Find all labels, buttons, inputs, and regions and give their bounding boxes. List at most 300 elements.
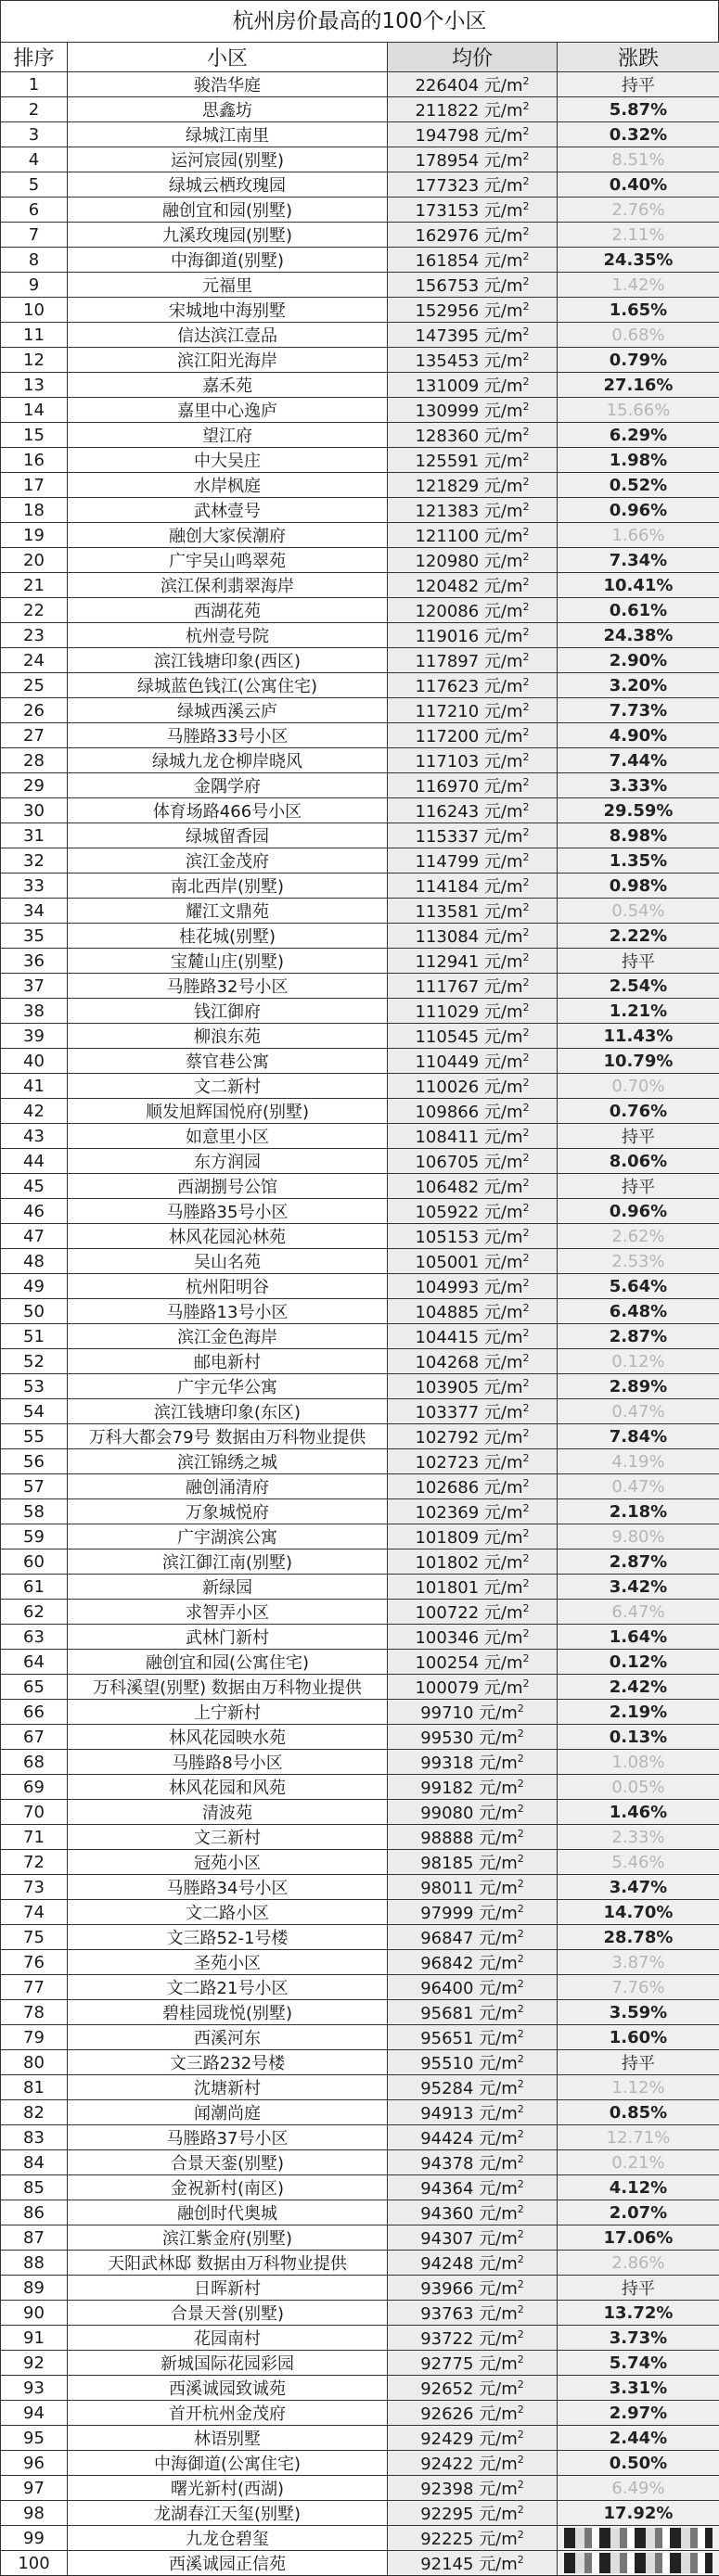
price-unit: 元/m (484, 126, 523, 146)
change-cell: 2.89% (558, 1374, 719, 1399)
price-unit: 元/m (484, 1078, 523, 1097)
table-row (1, 2476, 719, 2501)
price-value: 94360 (420, 2204, 473, 2224)
price-cell (388, 72, 558, 97)
community-name-cell: 嘉禾苑 (68, 373, 388, 398)
community-name-cell: 吴山名苑 (68, 1249, 388, 1274)
community-name-cell: 林风花园映水苑 (68, 1725, 388, 1750)
price-unit-exponent: 2 (518, 2504, 524, 2516)
community-name-cell: 马塍路8号小区 (68, 1750, 388, 1775)
price-cell (388, 1600, 558, 1625)
price-cell (388, 1750, 558, 1775)
price-cell (388, 2100, 558, 2125)
rank-cell: 61 (1, 1575, 68, 1600)
price-cell (388, 1975, 558, 2000)
price-unit: 元/m (479, 2254, 518, 2274)
price-value: 111767 (415, 977, 479, 997)
price-value: 105922 (415, 1203, 479, 1222)
table-row (1, 1249, 719, 1274)
table-row (1, 999, 719, 1024)
price-unit: 元/m (484, 351, 523, 371)
community-name-cell: 西溪诚园致诚苑 (68, 2376, 388, 2401)
price-cell (388, 1299, 558, 1324)
rank-cell: 70 (1, 1800, 68, 1825)
price-cell (388, 1700, 558, 1725)
rank-cell: 74 (1, 1900, 68, 1925)
community-name-cell: 融创涌清府 (68, 1474, 388, 1499)
rank-cell: 51 (1, 1324, 68, 1349)
table-row (1, 2175, 719, 2200)
table-row (1, 273, 719, 298)
price-unit: 元/m (479, 2204, 518, 2224)
price-unit-exponent: 2 (523, 1552, 530, 1564)
price-value: 117103 (415, 752, 479, 772)
table-row (1, 798, 719, 823)
price-unit-exponent: 2 (518, 2078, 524, 2090)
community-name-cell: 绿城江南里 (68, 122, 388, 147)
price-value: 94307 (420, 2229, 473, 2249)
price-unit: 元/m (484, 1052, 523, 1072)
rank-cell: 92 (1, 2351, 68, 2376)
price-unit: 元/m (484, 1503, 523, 1523)
price-unit-exponent: 2 (518, 2128, 524, 2140)
rank-cell: 4 (1, 147, 68, 172)
table-row (1, 1575, 719, 1600)
change-cell: 持平 (558, 1124, 719, 1149)
change-cell: 2.97% (558, 2401, 719, 2426)
price-cell (388, 1575, 558, 1600)
community-name-cell: 思鑫坊 (68, 97, 388, 122)
price-cell (388, 423, 558, 448)
change-cell: 0.76% (558, 1099, 719, 1124)
table-row (1, 473, 719, 498)
price-cell (388, 548, 558, 573)
price-unit: 元/m (484, 1678, 523, 1698)
price-unit: 元/m (484, 251, 523, 271)
price-value: 101809 (415, 1528, 479, 1548)
rank-cell: 19 (1, 523, 68, 548)
rank-cell: 12 (1, 348, 68, 373)
price-unit-exponent: 2 (523, 726, 530, 738)
price-unit: 元/m (484, 1002, 523, 1022)
price-unit-exponent: 2 (523, 1302, 530, 1314)
change-cell: 27.16% (558, 373, 719, 398)
price-cell (388, 924, 558, 949)
table-row (1, 147, 719, 172)
price-value: 99710 (420, 1703, 473, 1723)
price-value: 102369 (415, 1503, 479, 1523)
change-cell: 2.19% (558, 1700, 719, 1725)
change-cell: 6.49% (558, 2476, 719, 2501)
price-unit-exponent: 2 (523, 275, 530, 287)
price-unit: 元/m (484, 1353, 523, 1372)
community-name-cell: 骏浩华庭 (68, 72, 388, 97)
price-unit: 元/m (484, 902, 523, 922)
price-value: 99530 (420, 1728, 473, 1748)
price-cell (388, 2376, 558, 2401)
price-unit-exponent: 2 (518, 2103, 524, 2115)
price-unit-exponent: 2 (523, 1627, 530, 1639)
table-row (1, 2050, 719, 2075)
price-unit: 元/m (484, 827, 523, 847)
price-value: 98185 (420, 1854, 473, 1873)
price-unit: 元/m (479, 1804, 518, 1823)
community-name-cell: 滨江金色海岸 (68, 1324, 388, 1349)
price-unit: 元/m (484, 577, 523, 596)
price-value: 121383 (415, 502, 479, 521)
price-unit-exponent: 2 (523, 851, 530, 863)
change-cell: 10.79% (558, 1049, 719, 1074)
rank-cell: 27 (1, 723, 68, 748)
table-row (1, 1900, 719, 1925)
rank-cell: 54 (1, 1399, 68, 1424)
change-cell: 29.59% (558, 798, 719, 823)
price-cell (388, 2426, 558, 2451)
price-unit-exponent: 2 (523, 626, 530, 638)
price-unit-exponent: 2 (523, 801, 530, 813)
header-name: 小区 (68, 43, 388, 72)
price-cell (388, 1149, 558, 1174)
community-name-cell: 马塍路35号小区 (68, 1199, 388, 1224)
rank-cell: 1 (1, 72, 68, 97)
price-cell (388, 2175, 558, 2200)
price-unit-exponent: 2 (523, 300, 530, 312)
community-name-cell: 绿城蓝色钱江(公寓住宅) (68, 673, 388, 698)
price-cell (388, 498, 558, 523)
price-unit-exponent: 2 (523, 676, 530, 688)
change-cell: 0.47% (558, 1399, 719, 1424)
price-value: 94424 (420, 2129, 473, 2149)
price-value: 108411 (415, 1128, 479, 1147)
price-unit: 元/m (484, 1278, 523, 1297)
price-cell (388, 2476, 558, 2501)
price-cell (388, 1650, 558, 1675)
change-cell: 2.86% (558, 2251, 719, 2276)
table-row (1, 1224, 719, 1249)
price-value: 113581 (415, 902, 479, 922)
community-name-cell: 马塍路33号小区 (68, 723, 388, 748)
price-cell (388, 1224, 558, 1249)
rank-cell: 25 (1, 673, 68, 698)
price-cell (388, 1024, 558, 1049)
price-cell (388, 273, 558, 298)
price-unit: 元/m (484, 702, 523, 721)
change-cell: 11.43% (558, 1024, 719, 1049)
price-value: 103377 (415, 1403, 479, 1422)
price-unit-exponent: 2 (523, 401, 530, 413)
price-cell (388, 2000, 558, 2025)
price-value: 102723 (415, 1453, 479, 1473)
table-row (1, 2200, 719, 2225)
price-value: 117897 (415, 652, 479, 671)
price-unit: 元/m (479, 2505, 518, 2524)
community-name-cell: 马塍路13号小区 (68, 1299, 388, 1324)
rank-cell: 30 (1, 798, 68, 823)
community-name-cell: 九龙仓碧玺 (68, 2526, 388, 2551)
rank-cell: 55 (1, 1424, 68, 1449)
change-cell: 1.08% (558, 1750, 719, 1775)
price-value: 104885 (415, 1303, 479, 1322)
price-cell (388, 1074, 558, 1099)
community-name-cell: 西湖花苑 (68, 598, 388, 623)
community-name-cell: 滨江阳光海岸 (68, 348, 388, 373)
price-unit: 元/m (484, 477, 523, 496)
change-cell: 5.46% (558, 1850, 719, 1875)
price-cell (388, 1374, 558, 1399)
table-row (1, 598, 719, 623)
price-unit-exponent: 2 (523, 926, 530, 938)
table-row (1, 373, 719, 398)
table-row (1, 248, 719, 273)
price-unit: 元/m (479, 2279, 518, 2299)
price-unit-exponent: 2 (518, 2378, 524, 2391)
price-cell (388, 2251, 558, 2276)
community-name-cell: 信达滨江壹品 (68, 323, 388, 348)
rank-cell: 53 (1, 1374, 68, 1399)
price-value: 95284 (420, 2079, 473, 2098)
price-unit: 元/m (484, 627, 523, 646)
rank-cell: 16 (1, 448, 68, 473)
rank-cell: 15 (1, 423, 68, 448)
table-row (1, 1449, 719, 1474)
price-unit: 元/m (479, 2530, 518, 2549)
change-cell: 0.12% (558, 1650, 719, 1675)
price-unit: 元/m (479, 1753, 518, 1773)
price-unit: 元/m (484, 1428, 523, 1447)
table-row (1, 2376, 719, 2401)
price-unit-exponent: 2 (523, 976, 530, 988)
price-cell (388, 2451, 558, 2476)
price-value: 130999 (415, 402, 479, 421)
change-cell: 0.21% (558, 2150, 719, 2175)
price-unit-exponent: 2 (518, 1903, 524, 1915)
rank-cell: 35 (1, 924, 68, 949)
price-unit: 元/m (479, 1829, 518, 1848)
price-unit: 元/m (484, 1578, 523, 1598)
change-cell: 4.12% (558, 2175, 719, 2200)
price-unit: 元/m (484, 677, 523, 696)
price-unit: 元/m (484, 752, 523, 772)
price-cell (388, 773, 558, 798)
table-row (1, 172, 719, 198)
price-unit-exponent: 2 (518, 2178, 524, 2190)
change-cell: 0.85% (558, 2100, 719, 2125)
price-value: 226404 (415, 76, 479, 96)
table-row (1, 448, 719, 473)
price-unit: 元/m (484, 527, 523, 546)
change-cell: 0.47% (558, 1474, 719, 1499)
table-row (1, 1499, 719, 1524)
table-row (1, 2100, 719, 2125)
table-row (1, 748, 719, 773)
change-cell: 2.87% (558, 1549, 719, 1575)
price-unit: 元/m (484, 1528, 523, 1548)
table-row (1, 2125, 719, 2150)
price-value: 152956 (415, 301, 479, 321)
change-cell: 2.62% (558, 1224, 719, 1249)
rank-cell: 93 (1, 2376, 68, 2401)
change-cell: 7.34% (558, 548, 719, 573)
table-row (1, 398, 719, 423)
rank-cell: 80 (1, 2050, 68, 2075)
price-value: 110545 (415, 1027, 479, 1047)
change-cell: 2.54% (558, 974, 719, 999)
price-value: 162976 (415, 226, 479, 246)
change-cell: 5.64% (558, 1274, 719, 1299)
header-change: 涨跌 (558, 43, 719, 72)
rank-cell: 21 (1, 573, 68, 598)
change-cell: 6.29% (558, 423, 719, 448)
rank-cell: 11 (1, 323, 68, 348)
rank-cell: 81 (1, 2075, 68, 2100)
change-cell: 1.60% (558, 2025, 719, 2050)
rank-cell: 5 (1, 172, 68, 198)
price-unit: 元/m (479, 2555, 518, 2574)
community-name-cell: 广宇吴山鸣翠苑 (68, 548, 388, 573)
price-unit-exponent: 2 (523, 1452, 530, 1464)
change-cell: 3.59% (558, 2000, 719, 2025)
table-row (1, 899, 719, 924)
price-cell (388, 1424, 558, 1449)
price-unit: 元/m (484, 176, 523, 196)
header-rank: 排序 (1, 43, 68, 72)
community-name-cell: 万科溪望(别墅) 数据由万科物业提供 (68, 1675, 388, 1700)
rank-cell: 52 (1, 1349, 68, 1374)
change-cell: 2.53% (558, 1249, 719, 1274)
price-value: 95681 (420, 2004, 473, 2023)
price-unit: 元/m (484, 927, 523, 947)
rank-cell: 59 (1, 1524, 68, 1549)
community-name-cell: 马塍路37号小区 (68, 2125, 388, 2150)
price-cell (388, 1675, 558, 1700)
change-cell: 0.40% (558, 172, 719, 198)
community-name-cell: 新城国际花园彩园 (68, 2351, 388, 2376)
change-cell (558, 2526, 719, 2551)
price-value: 194798 (415, 126, 479, 146)
community-name-cell: 杭州阳明谷 (68, 1274, 388, 1299)
price-value: 98888 (420, 1829, 473, 1848)
table-row (1, 773, 719, 798)
price-unit-exponent: 2 (518, 1753, 524, 1765)
table-row (1, 2251, 719, 2276)
community-name-cell: 新绿园 (68, 1575, 388, 1600)
change-cell: 3.20% (558, 673, 719, 698)
price-unit: 元/m (479, 1703, 518, 1723)
price-cell (388, 1725, 558, 1750)
price-cell (388, 1925, 558, 1950)
rank-cell: 75 (1, 1925, 68, 1950)
price-cell (388, 1249, 558, 1274)
price-unit: 元/m (479, 1879, 518, 1898)
price-value: 111029 (415, 1002, 479, 1022)
price-unit: 元/m (484, 1328, 523, 1347)
price-value: 128360 (415, 427, 479, 446)
rank-cell: 82 (1, 2100, 68, 2125)
table-row (1, 848, 719, 874)
price-cell (388, 573, 558, 598)
community-name-cell: 融创宜和园(别墅) (68, 198, 388, 223)
price-value: 92429 (420, 2429, 473, 2449)
change-cell: 8.51% (558, 147, 719, 172)
price-unit: 元/m (479, 2229, 518, 2249)
change-cell: 0.61% (558, 598, 719, 623)
price-value: 106482 (415, 1178, 479, 1197)
price-value: 93966 (420, 2279, 473, 2299)
price-unit-exponent: 2 (523, 1001, 530, 1014)
price-cell (388, 448, 558, 473)
price-unit-exponent: 2 (518, 1978, 524, 1990)
price-unit: 元/m (484, 1128, 523, 1147)
table-row (1, 1074, 719, 1099)
community-name-cell: 望江府 (68, 423, 388, 448)
table-row (1, 1424, 719, 1449)
price-unit-exponent: 2 (523, 876, 530, 888)
price-unit-exponent: 2 (523, 1527, 530, 1539)
change-cell: 2.07% (558, 2200, 719, 2225)
table-row (1, 1975, 719, 2000)
table-row (1, 1124, 719, 1149)
price-value: 211822 (415, 101, 479, 121)
price-value: 104993 (415, 1278, 479, 1297)
price-unit: 元/m (479, 2154, 518, 2174)
community-name-cell: 滨江御江南(别墅) (68, 1549, 388, 1575)
change-cell: 2.76% (558, 198, 719, 223)
price-cell (388, 899, 558, 924)
change-cell: 6.48% (558, 1299, 719, 1324)
price-unit-exponent: 2 (523, 200, 530, 212)
price-value: 92422 (420, 2455, 473, 2474)
change-cell: 17.06% (558, 2225, 719, 2251)
table-row (1, 1875, 719, 1900)
change-cell: 7.44% (558, 748, 719, 773)
table-row (1, 1625, 719, 1650)
price-value: 131009 (415, 376, 479, 396)
change-cell: 3.87% (558, 1950, 719, 1975)
price-unit-exponent: 2 (523, 225, 530, 237)
price-cell (388, 1800, 558, 1825)
price-cell (388, 1049, 558, 1074)
price-unit-exponent: 2 (518, 2429, 524, 2441)
price-unit-exponent: 2 (523, 1327, 530, 1339)
rank-cell: 90 (1, 2301, 68, 2326)
price-value: 104268 (415, 1353, 479, 1372)
price-value: 114184 (415, 877, 479, 897)
rank-cell: 2 (1, 97, 68, 122)
table-row (1, 1049, 719, 1074)
price-cell (388, 1524, 558, 1549)
community-name-cell: 西湖捌号公馆 (68, 1174, 388, 1199)
price-cell (388, 523, 558, 548)
change-cell: 2.87% (558, 1324, 719, 1349)
table-row (1, 223, 719, 248)
rank-cell: 95 (1, 2426, 68, 2451)
table-row (1, 1775, 719, 1800)
price-unit: 元/m (484, 652, 523, 671)
price-unit: 元/m (484, 1027, 523, 1047)
price-value: 93763 (420, 2304, 473, 2324)
change-cell: 1.66% (558, 523, 719, 548)
price-cell (388, 1549, 558, 1575)
rank-cell: 7 (1, 223, 68, 248)
price-unit-exponent: 2 (523, 376, 530, 388)
price-value: 100346 (415, 1628, 479, 1648)
rank-cell: 65 (1, 1675, 68, 1700)
community-name-cell: 求智弄小区 (68, 1600, 388, 1625)
price-value: 101801 (415, 1578, 479, 1598)
rank-cell: 72 (1, 1850, 68, 1875)
price-value: 92775 (420, 2354, 473, 2374)
table-row (1, 974, 719, 999)
